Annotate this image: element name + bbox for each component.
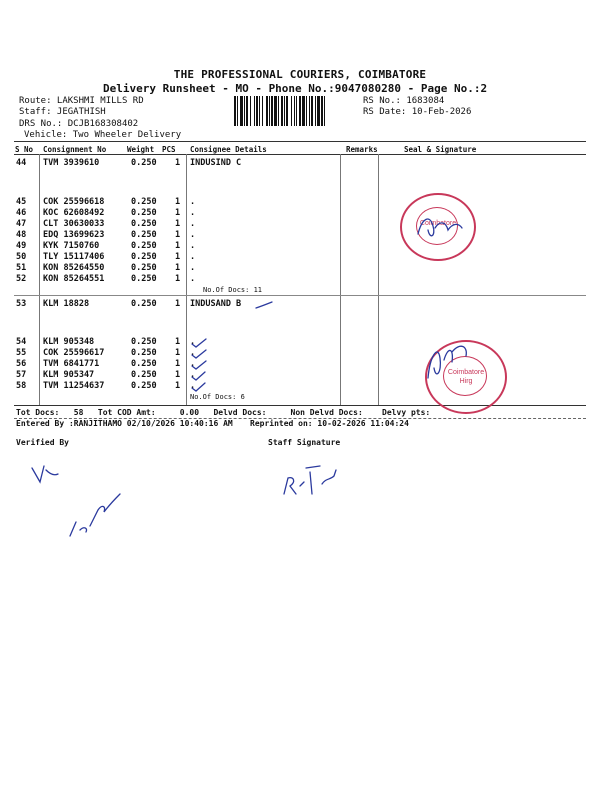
row-pcs: 1 (175, 252, 181, 262)
verified-by-label: Verified By (16, 438, 69, 447)
row-mark: . (190, 381, 196, 391)
row-consignment: KLM 18828 (43, 299, 90, 309)
row-sno: 53 (16, 299, 27, 309)
col-remarks: Remarks (346, 145, 378, 154)
stamp-signature (428, 346, 466, 378)
row-weight: 0.250 (131, 274, 157, 284)
route-label: Route: LAKSHMI MILLS RD (19, 96, 144, 106)
row-weight: 0.250 (131, 252, 157, 262)
stamp-signature (418, 219, 462, 236)
row-consignment: TLY 15117406 (43, 252, 105, 262)
row-pcs: 1 (175, 208, 181, 218)
ink-dash (256, 302, 272, 308)
row-pcs: 1 (175, 197, 181, 207)
tick-mark (192, 383, 205, 391)
row-weight: 0.250 (131, 230, 157, 240)
tick-mark (192, 350, 206, 358)
row-pcs: 1 (175, 158, 181, 168)
row-consignment: KOC 62608492 (43, 208, 105, 218)
verifier-initials (32, 466, 58, 482)
row-consignment: TVM 11254637 (43, 381, 105, 391)
row-sno: 55 (16, 348, 27, 358)
row-sno: 58 (16, 381, 27, 391)
col-sno: S No (15, 145, 34, 154)
row-weight: 0.250 (131, 299, 157, 309)
drs-number: DRS No.: DCJB168308402 (19, 119, 139, 129)
row-consignment: CLT 30630033 (43, 219, 105, 229)
row-consignment: KLM 905347 (43, 370, 95, 380)
verifier-signature (70, 494, 120, 536)
row-mark: . (190, 230, 196, 240)
row-weight: 0.250 (131, 359, 157, 369)
docs-count-note: No.Of Docs: 11 (203, 286, 263, 294)
row-weight: 0.250 (131, 158, 157, 168)
row-pcs: 1 (175, 299, 181, 309)
row-sno: 46 (16, 208, 27, 218)
row-weight: 0.250 (131, 219, 157, 229)
entered-by: Entered By :RANJITHAMO 02/10/2026 10:40:16 AM (16, 419, 233, 428)
row-sno: 56 (16, 359, 27, 369)
row-consignment: TVM 3939610 (43, 158, 100, 168)
row-sno: 52 (16, 274, 27, 284)
runsheet-title: Delivery Runsheet - MO - Phone No.:9047080280 - Page No.:2 (103, 82, 488, 95)
row-pcs: 1 (175, 370, 181, 380)
row-pcs: 1 (175, 274, 181, 284)
row-mark: . (190, 359, 196, 369)
row-mark: . (190, 274, 196, 284)
row-sno: 47 (16, 219, 27, 229)
tick-mark (192, 361, 206, 369)
col-consignment: Consignment No (43, 145, 107, 154)
row-mark: . (190, 348, 196, 358)
row-mark: . (190, 252, 196, 262)
row-sno: 48 (16, 230, 27, 240)
row-pcs: 1 (175, 359, 181, 369)
tick-mark (192, 339, 206, 347)
row-mark: . (190, 241, 196, 251)
row-weight: 0.250 (131, 381, 157, 391)
row-sno: 57 (16, 370, 27, 380)
row-mark: . (190, 337, 196, 347)
row-pcs: 1 (175, 381, 181, 391)
row-mark: . (190, 370, 196, 380)
row-consignment: COK 25596617 (43, 348, 105, 358)
row-weight: 0.250 (131, 208, 157, 218)
row-consignment: KON 85264550 (43, 263, 105, 273)
col-weight: Weight (127, 145, 155, 154)
row-weight: 0.250 (131, 197, 157, 207)
row-pcs: 1 (175, 241, 181, 251)
staff-signature-label: Staff Signature (268, 438, 341, 447)
row-mark: . (190, 263, 196, 273)
row-consignment: KYK 7150760 (43, 241, 100, 251)
row-pcs: 1 (175, 230, 181, 240)
row-consignee: INDUSAND B (190, 299, 242, 309)
row-sno: 49 (16, 241, 27, 251)
docs-count-note: No.Of Docs: 6 (190, 393, 245, 401)
row-sno: 54 (16, 337, 27, 347)
staff-label: Staff: JEGATHISH (19, 107, 106, 117)
row-consignment: EDQ 13699623 (43, 230, 105, 240)
row-consignment: KLM 905348 (43, 337, 95, 347)
row-consignment: TVM 6841771 (43, 359, 100, 369)
staff-signature (284, 466, 336, 494)
row-pcs: 1 (175, 219, 181, 229)
row-pcs: 1 (175, 348, 181, 358)
vehicle-label: Vehicle: Two Wheeler Delivery (24, 130, 182, 140)
row-sno: 44 (16, 158, 27, 168)
row-weight: 0.250 (131, 241, 157, 251)
row-consignee: INDUSIND C (190, 158, 242, 168)
tick-mark (192, 372, 205, 380)
col-seal-signature: Seal & Signature (404, 145, 477, 154)
row-weight: 0.250 (131, 348, 157, 358)
row-weight: 0.250 (131, 370, 157, 380)
rs-date: RS Date: 10-Feb-2026 (363, 107, 472, 117)
row-mark: . (190, 219, 196, 229)
row-sno: 51 (16, 263, 27, 273)
row-weight: 0.250 (131, 263, 157, 273)
row-mark: . (190, 208, 196, 218)
row-sno: 50 (16, 252, 27, 262)
reprinted-on: Reprinted on: 10-02-2026 11:04:24 (250, 419, 409, 428)
col-consignee: Consignee Details (190, 145, 267, 154)
row-consignment: KON 85264551 (43, 274, 105, 284)
row-sno: 45 (16, 197, 27, 207)
totals-line: Tot Docs: 58 Tot COD Amt: 0.00 Delvd Docs: Non Delvd Docs: Delvy pts: (16, 408, 431, 417)
row-pcs: 1 (175, 263, 181, 273)
row-consignment: COK 25596618 (43, 197, 105, 207)
stamp-city-text: Coimbatore Hirg (447, 369, 485, 385)
rs-number: RS No.: 1683084 (363, 96, 445, 106)
stamp-city-text: Coimbatore (419, 220, 457, 227)
company-name: THE PROFESSIONAL COURIERS, COIMBATORE (173, 68, 427, 81)
row-mark: . (190, 197, 196, 207)
col-pcs: PCS (162, 145, 176, 154)
row-weight: 0.250 (131, 337, 157, 347)
row-pcs: 1 (175, 337, 181, 347)
